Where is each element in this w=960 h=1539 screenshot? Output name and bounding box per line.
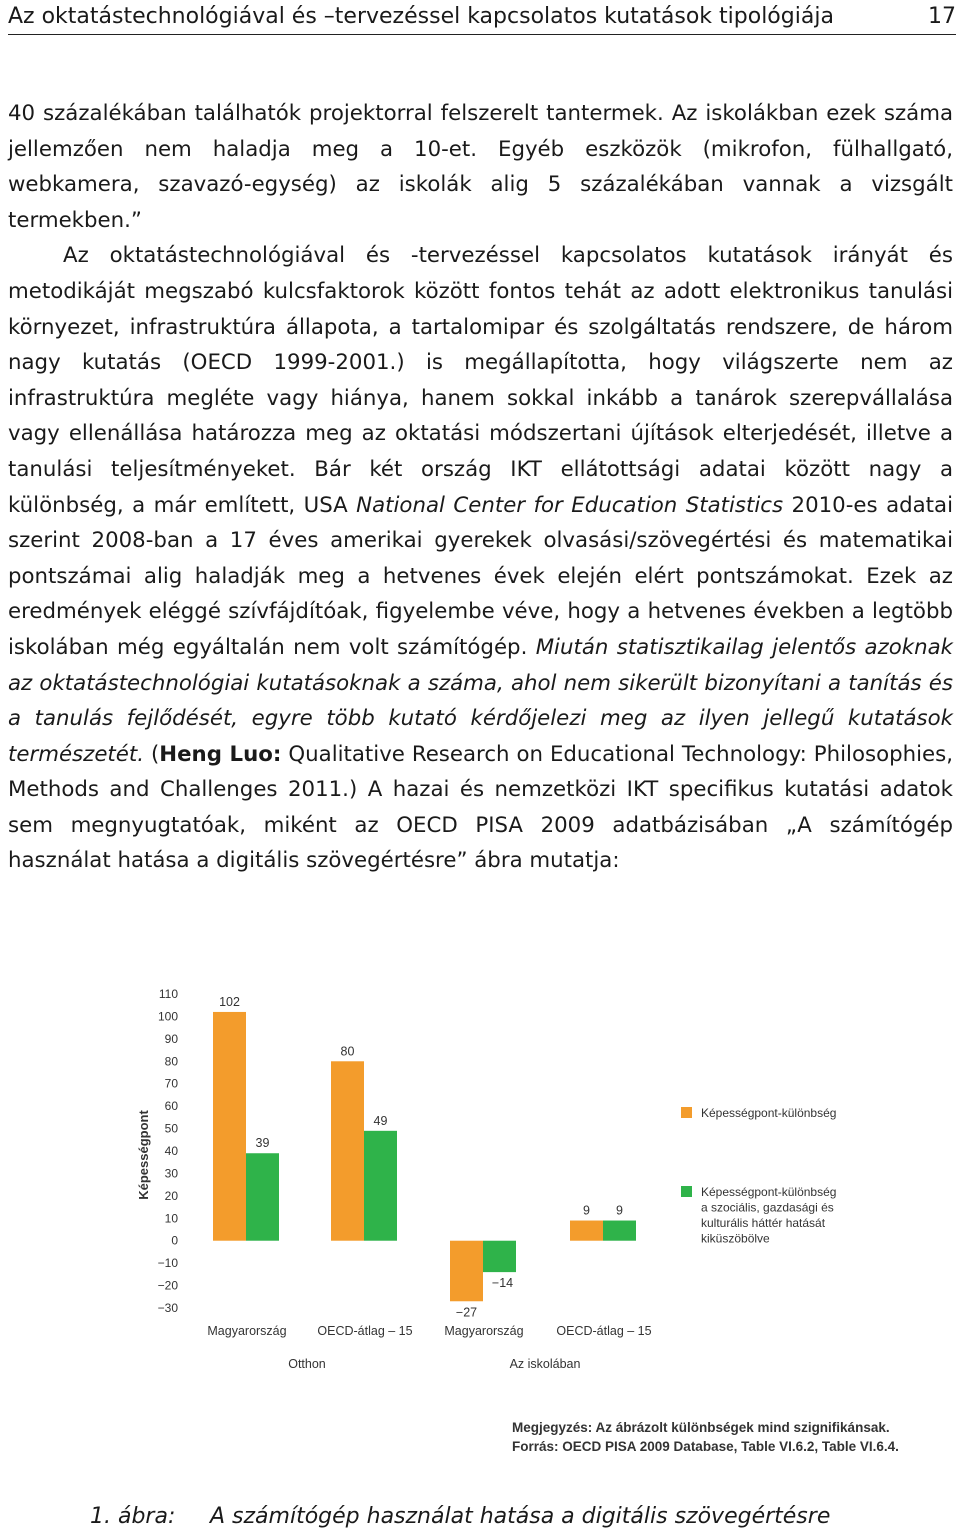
- bar: [331, 1061, 364, 1240]
- bar-chart: [120, 980, 940, 1380]
- y-tick-label: −10: [157, 1256, 178, 1271]
- category-label: OECD-átlag – 15: [556, 1324, 652, 1338]
- data-label: 80: [340, 1044, 355, 1059]
- figure-caption: [90, 1502, 830, 1532]
- category-label: OECD-átlag – 15: [317, 1324, 413, 1338]
- legend-label: a szociális, gazdasági és: [701, 1200, 834, 1215]
- caption-text: A számítógép használat hatása a digitális szövegértésre: [210, 1504, 831, 1529]
- y-tick-label: −30: [157, 1301, 178, 1315]
- data-label: 49: [373, 1113, 388, 1128]
- header-title: Az oktatástechnológiával és –tervezéssel kapcsolatos kutatások tipológiája: [8, 4, 834, 29]
- paragraph-main-part-c: (: [144, 741, 160, 767]
- data-label: −14: [491, 1276, 514, 1291]
- source-line: Forrás: OECD PISA 2009 Database, Table VI.6.2, Table VI.6.4.: [512, 1439, 899, 1454]
- bar: [603, 1221, 636, 1241]
- legend-swatch: [681, 1186, 692, 1197]
- bar: [570, 1221, 603, 1241]
- paragraph-main: [8, 238, 953, 879]
- legend: [681, 1106, 836, 1246]
- bar: [364, 1131, 397, 1241]
- legend-label: Képességpont-különbség: [701, 1185, 837, 1199]
- category-label: Magyarország: [444, 1324, 524, 1338]
- page-number: 17: [928, 4, 956, 29]
- data-label: 9: [583, 1203, 590, 1218]
- y-tick-label: −20: [157, 1278, 178, 1293]
- data-label: 9: [616, 1203, 623, 1218]
- y-axis: [136, 987, 178, 1315]
- y-axis-title: Képességpont: [136, 1110, 151, 1200]
- running-header: [8, 2, 956, 35]
- y-tick-label: 60: [164, 1099, 178, 1114]
- y-tick-label: 0: [171, 1233, 178, 1248]
- data-label: −27: [455, 1305, 478, 1320]
- paragraph-main-part-b: 2010-es adatai szerint 2008-ban a 17 éves amerikai gyerekek olvasási/szövegértési és matematikai pontszámai alig haladják meg a hetvenes évek elején elért pontszámokat. Ezek az eredmények eléggé szívfájdítóak, figyelembe véve, hogy a hetvenes években a legtöbb iskolában még egyáltalán nem volt számítógép.: [8, 492, 954, 660]
- bar: [213, 1012, 246, 1241]
- paragraph-main-italic-claim: Miután statisztikailag jelentős azoknak az oktatástechnológiai kutatásoknak a száma, ahol nem sikerült bizonyítani a tanítás és a tanulás fejlődését, egyre több kutató kérdőjelezi meg az ilyen jellegű kutatások természetét.: [8, 634, 953, 767]
- y-tick-label: 40: [164, 1144, 178, 1158]
- y-tick-label: 110: [158, 987, 178, 1001]
- figure-chart: [120, 980, 940, 1380]
- caption-number: 1. ábra:: [90, 1504, 176, 1529]
- paragraph-main-italic-source: National Center for Education Statistics: [356, 492, 784, 518]
- y-tick-label: 80: [164, 1054, 178, 1069]
- y-tick-label: 20: [164, 1188, 178, 1203]
- x-axis: [207, 1324, 651, 1371]
- bars: [213, 995, 636, 1319]
- paragraph-main-author: Heng Luo:: [159, 741, 282, 767]
- y-tick-label: 10: [164, 1211, 178, 1226]
- paragraph-quote: 40 százalékában találhatók projektorral felszerelt tantermek. Az iskolákban ezek száma jellemzően nem haladja meg a 10-et. Egyéb eszközök (mikrofon, fülhallgató, webkamera, szavazó-egység) az iskolák alig 5 százalékában vannak a vizsgált termekben.”: [8, 101, 953, 233]
- bar: [450, 1241, 483, 1302]
- legend-label: kulturális háttér hatását: [701, 1216, 826, 1230]
- y-tick-label: 100: [157, 1009, 178, 1024]
- paragraph-main-part-d: Qualitative Research on Educational Technology: Philosophies, Methods and Challenges 2011.) A hazai és nemzetközi IKT specifikus kutatási adatok sem megnyugtatóak, miként az OECD PISA 2009 adatbázisában „A számítógép használat hatása a digitális szövegértésre” ábra mutatja:: [8, 741, 954, 874]
- legend-swatch: [681, 1107, 692, 1118]
- bar: [483, 1241, 516, 1272]
- data-label: 39: [255, 1136, 270, 1151]
- group-label: Az iskolában: [509, 1357, 581, 1371]
- data-label: 102: [219, 994, 240, 1009]
- bar: [246, 1153, 279, 1240]
- y-tick-label: 70: [164, 1076, 178, 1091]
- group-label: Otthon: [288, 1357, 326, 1371]
- paragraph-main-part-a: Az oktatástechnológiával és -tervezéssel kapcsolatos kutatások irányát és metodikáját megszabó kulcsfaktorok között fontos tehát az adott elektronikus tanulási környezet, infrastruktúra állapota, a tartalomipar és szolgáltatás rendszere, de három nagy kutatás (OECD 1999-2001.) is megállapította, hogy világszerte nem az infrastruktúra megléte vagy hiánya, hanem sokkal inkább a tanárok szerepvállalása vagy ellenállása határozza meg az oktatási módszertani újítások elterjedését, illetve a tanulási teljesítményeket. Bár két ország IKT ellátottsági adatai között nagy a különbség, a már említett, USA: [8, 243, 953, 518]
- legend-label: Képességpont-különbség: [701, 1106, 837, 1120]
- y-tick-label: 90: [164, 1031, 178, 1046]
- category-label: Magyarország: [207, 1324, 287, 1338]
- note-line: Megjegyzés: Az ábrázolt különbségek mind szignifikánsak.: [512, 1420, 890, 1435]
- figure-notes: [512, 1418, 899, 1456]
- body-text: [8, 96, 953, 879]
- y-tick-label: 50: [164, 1121, 178, 1136]
- legend-label: kiküszöbölve: [701, 1231, 770, 1246]
- y-tick-label: 30: [164, 1166, 178, 1181]
